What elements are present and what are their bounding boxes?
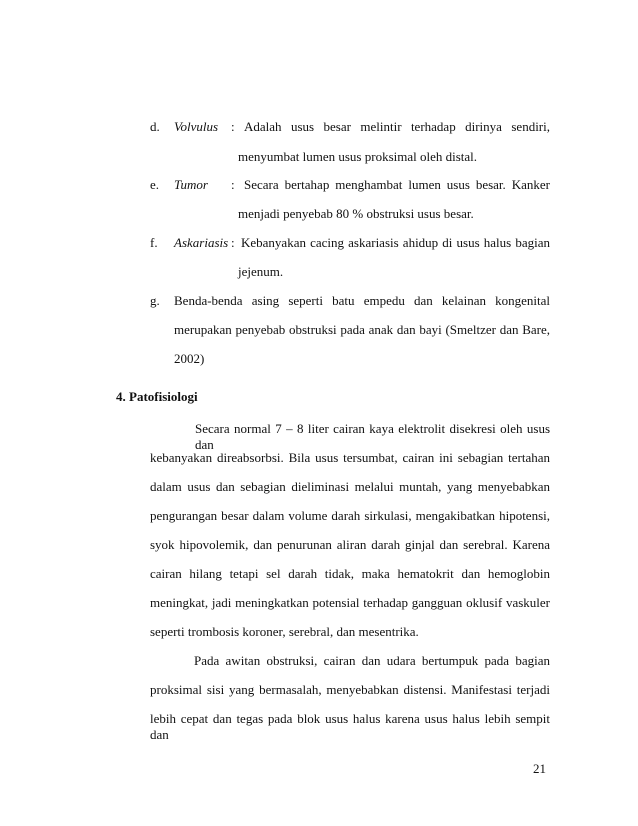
definition-line: Secara bertahap menghambat lumen usus besar. Kanker [244,177,550,192]
definition-line: Kebanyakan cacing askariasis ahidup di usus halus bagian [241,235,550,250]
term-volvulus: Volvulus [174,119,219,134]
term-colon: : [231,235,235,250]
paragraph-line: Secara normal 7 – 8 liter cairan kaya elektrolit disekresi oleh usus dan [195,421,550,452]
section-heading: 4. Patofisiologi [116,389,198,404]
list-marker-f: f. [150,235,158,250]
paragraph-line: Pada awitan obstruksi, cairan dan udara bertumpuk pada bagian [194,653,550,668]
definition-line: menjadi penyebab 80 % obstruksi usus besar. [238,206,474,221]
paragraph-line: lebih cepat dan tegas pada blok usus halus karena usus halus lebih sempit dan [150,711,550,742]
paragraph-line: dalam usus dan sebagian dieliminasi melalui muntah, yang menyebabkan [150,479,550,494]
list-marker-e: e. [150,177,160,192]
paragraph-line: proksimal sisi yang bermasalah, menyebabkan distensi. Manifestasi terjadi [150,682,550,697]
list-marker-g: g. [150,293,160,308]
list-marker-d: d. [150,119,160,134]
term-askariasis: Askariasis [174,235,229,250]
paragraph-line: meningkat, jadi meningkatkan potensial terhadap gangguan oklusif vaskuler [150,595,550,610]
paragraph-line: syok hipovolemik, dan penurunan aliran darah ginjal dan serebral. Karena [150,537,550,552]
page-number: 21 [533,761,546,776]
paragraph-line: pengurangan besar dalam volume darah sirkulasi, mengakibatkan hipotensi, [150,508,550,523]
term-tumor: Tumor [174,177,208,192]
list-item-line: 2002) [174,351,205,366]
paragraph-line: seperti trombosis koroner, serebral, dan mesentrika. [150,624,419,639]
definition-line: Adalah usus besar melintir terhadap dirinya sendiri, [244,119,550,134]
paragraph-line: cairan hilang tetapi sel darah tidak, maka hematokrit dan hemoglobin [150,566,550,581]
paragraph-line: kebanyakan direabsorbsi. Bila usus tersumbat, cairan ini sebagian tertahan [150,450,550,465]
term-colon: : [231,119,235,134]
term-colon: : [231,177,235,192]
list-item-line: merupakan penyebab obstruksi pada anak dan bayi (Smeltzer dan Bare, [174,322,550,337]
list-item-line: Benda-benda asing seperti batu empedu dan kelainan kongenital [174,293,550,308]
definition-line: menyumbat lumen usus proksimal oleh distal. [238,149,478,164]
definition-line: jejenum. [238,264,284,279]
